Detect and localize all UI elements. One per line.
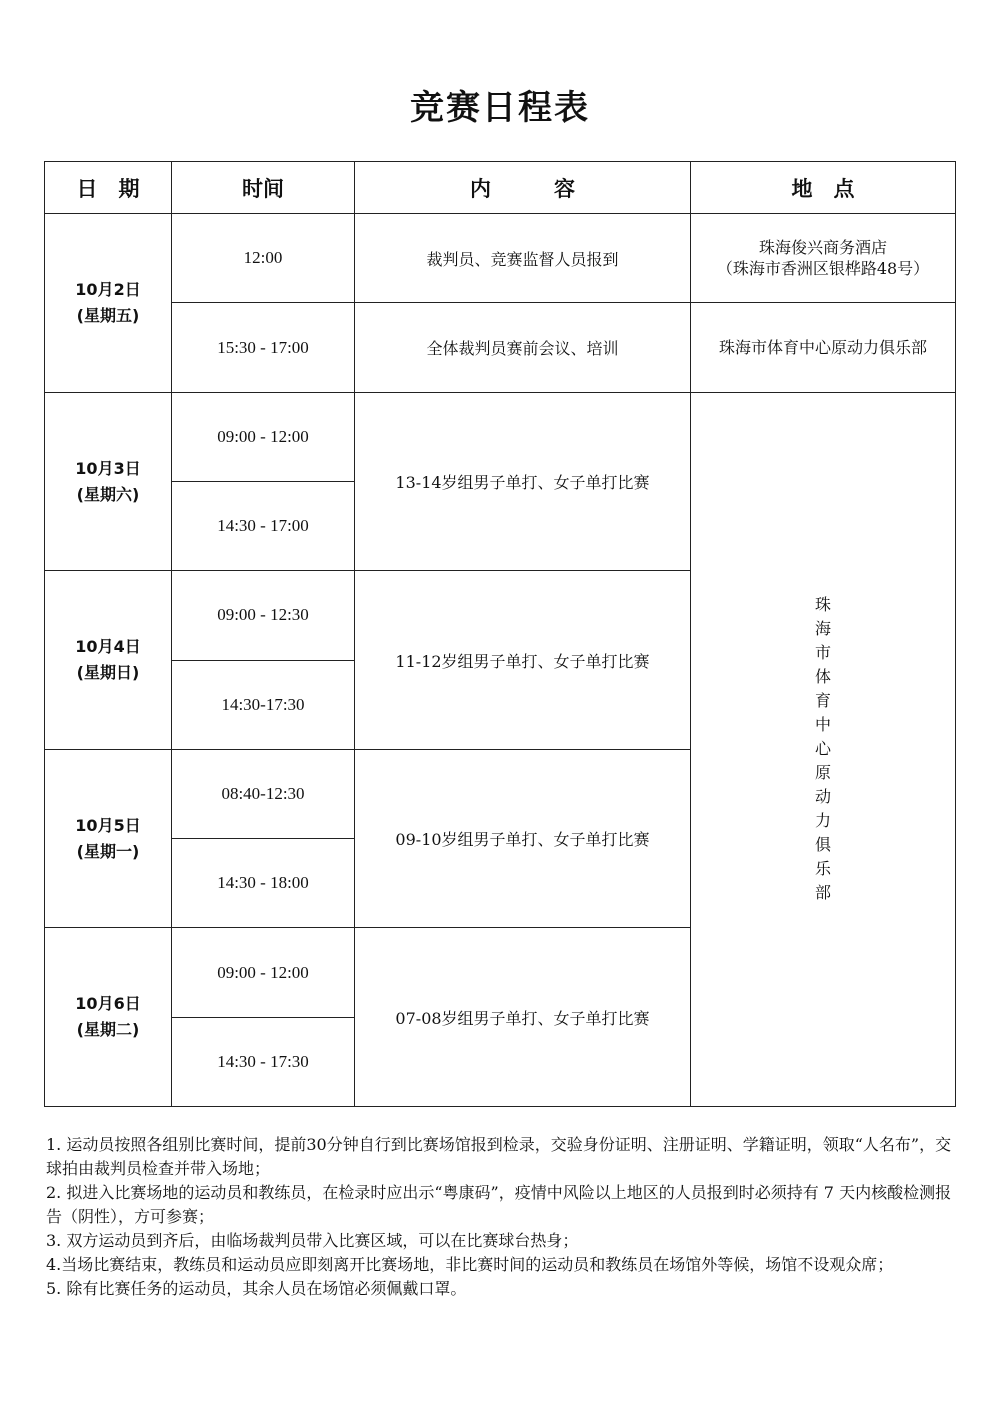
date-label: 10月5日 bbox=[75, 815, 141, 835]
note-item: 4.当场比赛结束，教练员和运动员应即刻离开比赛场地，非比赛时间的运动员和教练员在场馆外等候，场馆不设观众席； bbox=[46, 1255, 894, 1274]
weekday-label: (星期二) bbox=[76, 1020, 140, 1040]
note-item: 3. 双方运动员到齐后，由临场裁判员带入比赛区域，可以在比赛球台热身； bbox=[46, 1231, 579, 1250]
header-time: 时间 bbox=[172, 162, 355, 214]
time-cell: 15:30 - 17:00 bbox=[172, 303, 355, 392]
table-row bbox=[45, 392, 956, 481]
date-cell bbox=[45, 214, 172, 393]
venue-hotel-address: （珠海市香洲区银桦路48号） bbox=[716, 259, 930, 279]
time-cell: 09:00 - 12:00 bbox=[172, 392, 355, 481]
schedule-table bbox=[44, 161, 956, 1107]
header-row bbox=[45, 162, 956, 214]
table-row bbox=[45, 214, 956, 303]
time-cell: 09:00 - 12:00 bbox=[172, 928, 355, 1017]
content-cell: 13-14岁组男子单打、女子单打比赛 bbox=[355, 392, 691, 571]
time-cell: 14:30 - 18:00 bbox=[172, 839, 355, 928]
content-cell: 11-12岁组男子单打、女子单打比赛 bbox=[355, 571, 691, 750]
note-item: 1. 运动员按照各组别比赛时间，提前30分钟自行到比赛场馆报到检录，交验身份证明、注册证明、学籍证明，领取“人名布”，交球拍由裁判员检查并带入场地； bbox=[46, 1135, 952, 1178]
header-content: 内 容 bbox=[355, 162, 691, 214]
content-cell: 07-08岁组男子单打、女子单打比赛 bbox=[355, 928, 691, 1107]
content-cell: 全体裁判员赛前会议、培训 bbox=[355, 303, 691, 392]
venue-vertical-text: 珠海市体育中心原动力俱乐部 bbox=[814, 595, 831, 903]
date-label: 10月4日 bbox=[75, 637, 141, 657]
date-label: 10月6日 bbox=[75, 994, 141, 1014]
time-cell: 14:30 - 17:30 bbox=[172, 1017, 355, 1106]
content-cell: 09-10岁组男子单打、女子单打比赛 bbox=[355, 749, 691, 928]
header-venue: 地 点 bbox=[691, 162, 956, 214]
venue-cell bbox=[691, 214, 956, 303]
venue-cell: 珠海市体育中心原动力俱乐部 bbox=[691, 303, 956, 392]
time-cell: 09:00 - 12:30 bbox=[172, 571, 355, 660]
weekday-label: (星期日) bbox=[76, 663, 140, 683]
weekday-label: (星期一) bbox=[76, 841, 140, 861]
date-cell bbox=[45, 392, 172, 571]
weekday-label: (星期六) bbox=[76, 484, 140, 504]
note-item: 5. 除有比赛任务的运动员，其余人员在场馆必须佩戴口罩。 bbox=[46, 1279, 467, 1298]
time-cell: 08:40-12:30 bbox=[172, 749, 355, 838]
venue-hotel-name: 珠海俊兴商务酒店 bbox=[758, 238, 887, 258]
date-label: 10月3日 bbox=[75, 458, 141, 478]
date-cell bbox=[45, 928, 172, 1107]
notes-section bbox=[46, 1133, 958, 1301]
table-row bbox=[45, 303, 956, 392]
header-date: 日 期 bbox=[45, 162, 172, 214]
date-label: 10月2日 bbox=[75, 279, 141, 299]
date-cell bbox=[45, 571, 172, 750]
time-cell: 14:30-17:30 bbox=[172, 660, 355, 749]
venue-cell-merged bbox=[691, 392, 956, 1106]
page-title: 竞赛日程表 bbox=[410, 88, 590, 128]
time-cell: 14:30 - 17:00 bbox=[172, 482, 355, 571]
note-item: 2. 拟进入比赛场地的运动员和教练员，在检录时应出示“粤康码”，疫情中风险以上地区的人员报到时必须持有 7 天内核酸检测报告（阴性），方可参赛； bbox=[46, 1183, 952, 1226]
date-cell bbox=[45, 749, 172, 928]
weekday-label: (星期五) bbox=[76, 305, 140, 325]
time-cell: 12:00 bbox=[172, 214, 355, 303]
content-cell: 裁判员、竞赛监督人员报到 bbox=[355, 214, 691, 303]
